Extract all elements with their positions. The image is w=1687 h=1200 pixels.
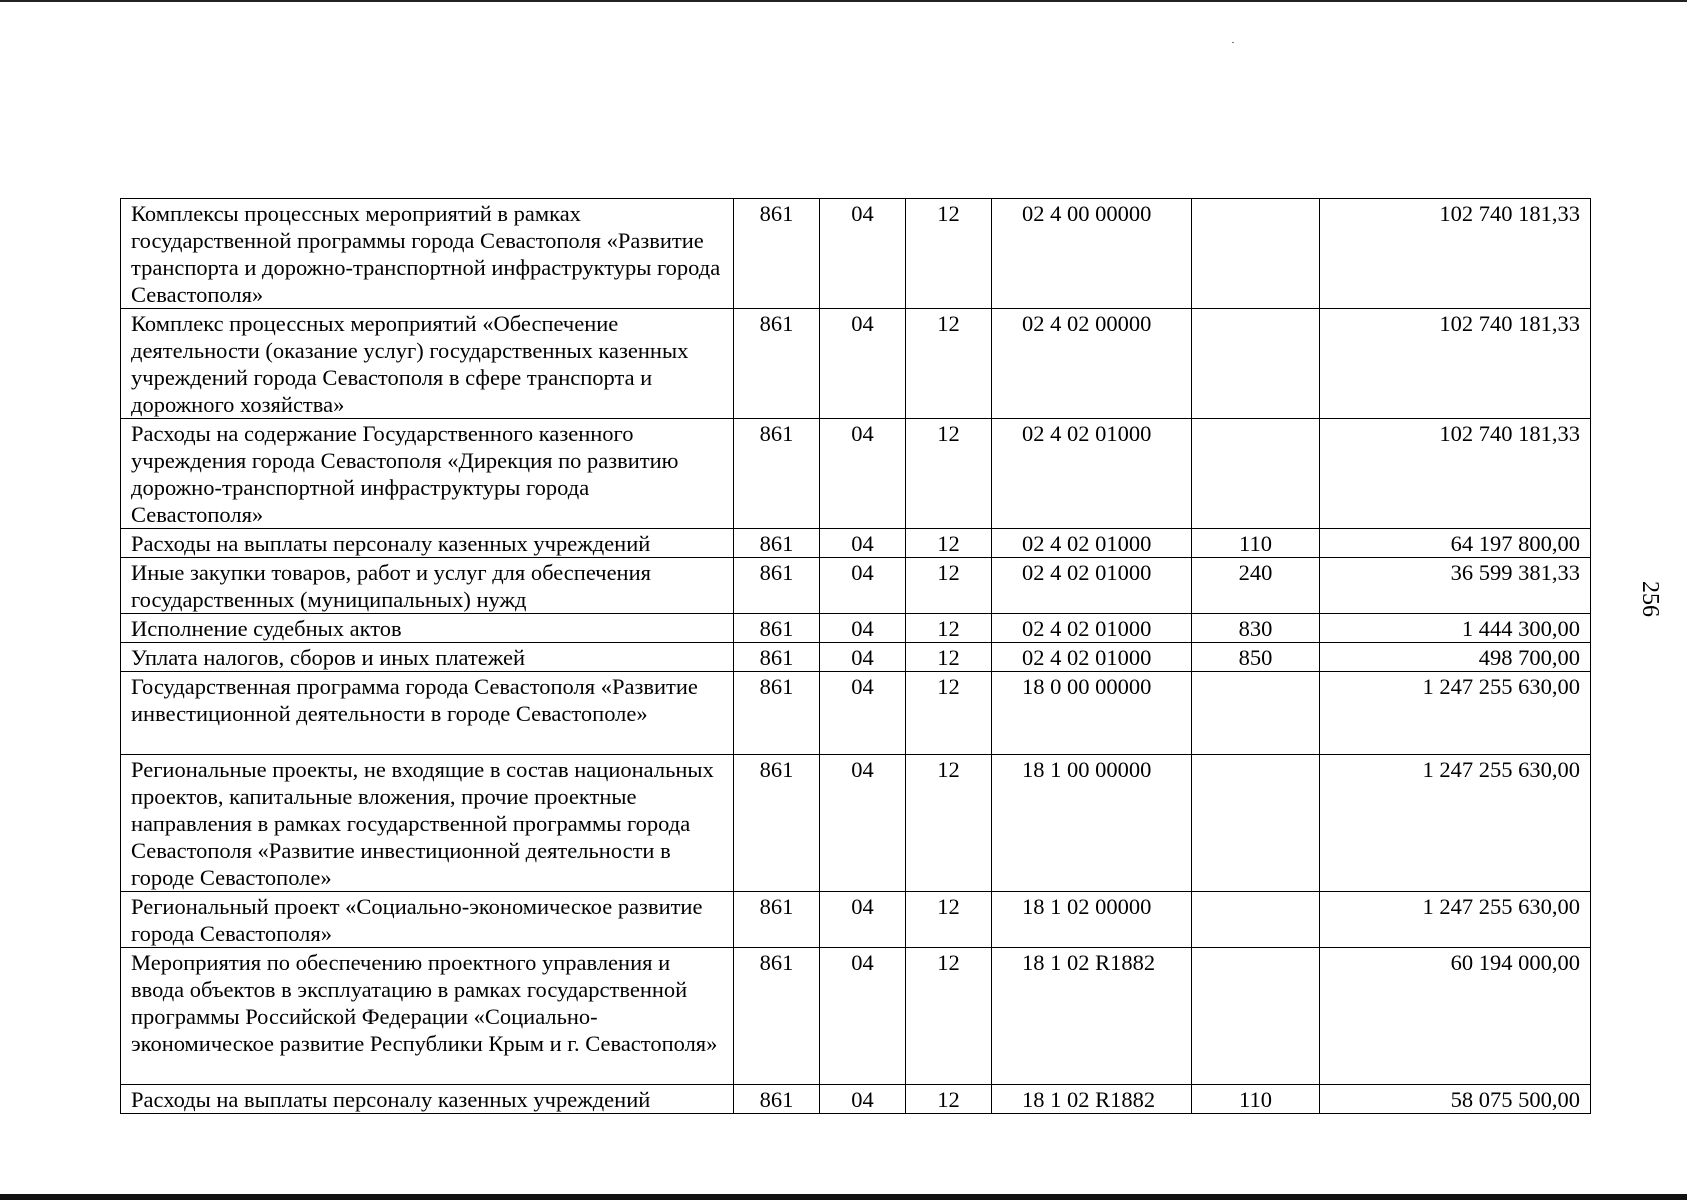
cell-vr: 240 bbox=[1192, 558, 1320, 614]
cell-csr: 02 4 02 01000 bbox=[992, 614, 1192, 643]
cell-sum: 64 197 800,00 bbox=[1320, 529, 1591, 558]
cell-name: Расходы на содержание Государственного казенного учреждения города Севастополя «Дирекция по развитию дорожно-транспортной инфраструктуры города Севастополя» bbox=[121, 419, 734, 529]
cell-grbs: 861 bbox=[734, 614, 820, 643]
table-row bbox=[121, 672, 1591, 755]
cell-sum: 1 247 255 630,00 bbox=[1320, 755, 1591, 892]
cell-name: Региональный проект «Социально-экономическое развитие города Севастополя» bbox=[121, 892, 734, 948]
cell-sum: 58 075 500,00 bbox=[1320, 1085, 1591, 1114]
cell-grbs: 861 bbox=[734, 529, 820, 558]
cell-rz: 04 bbox=[820, 755, 906, 892]
budget-table-body bbox=[121, 199, 1591, 1114]
cell-rz: 04 bbox=[820, 309, 906, 419]
cell-csr: 02 4 02 01000 bbox=[992, 643, 1192, 672]
cell-name: Региональные проекты, не входящие в состав национальных проектов, капитальные вложения, прочие проектные направления в рамках государственной программы города Севастополя «Развитие инвестиционной деятельности в городе Севастополе» bbox=[121, 755, 734, 892]
cell-pr: 12 bbox=[906, 643, 992, 672]
cell-vr bbox=[1192, 672, 1320, 755]
cell-grbs: 861 bbox=[734, 1085, 820, 1114]
cell-csr: 18 1 02 R1882 bbox=[992, 948, 1192, 1085]
cell-csr: 18 1 00 00000 bbox=[992, 755, 1192, 892]
cell-name: Иные закупки товаров, работ и услуг для обеспечения государственных (муниципальных) нужд bbox=[121, 558, 734, 614]
cell-pr: 12 bbox=[906, 529, 992, 558]
cell-csr: 02 4 02 01000 bbox=[992, 558, 1192, 614]
cell-sum: 1 247 255 630,00 bbox=[1320, 892, 1591, 948]
cell-vr bbox=[1192, 199, 1320, 309]
cell-pr: 12 bbox=[906, 755, 992, 892]
cell-name: Исполнение судебных актов bbox=[121, 614, 734, 643]
cell-sum: 102 740 181,33 bbox=[1320, 419, 1591, 529]
cell-rz: 04 bbox=[820, 1085, 906, 1114]
page-number: 256 bbox=[1637, 581, 1663, 617]
cell-name: Мероприятия по обеспечению проектного управления и ввода объектов в эксплуатацию в рамках государственной программы Российской Федерации «Социально-экономическое развитие Республики Крым и г. Севастополя» bbox=[121, 948, 734, 1085]
table-row bbox=[121, 948, 1591, 1085]
cell-sum: 102 740 181,33 bbox=[1320, 309, 1591, 419]
table-row bbox=[121, 558, 1591, 614]
cell-pr: 12 bbox=[906, 199, 992, 309]
cell-grbs: 861 bbox=[734, 419, 820, 529]
cell-rz: 04 bbox=[820, 948, 906, 1085]
table-row bbox=[121, 199, 1591, 309]
table-row bbox=[121, 755, 1591, 892]
cell-rz: 04 bbox=[820, 614, 906, 643]
cell-rz: 04 bbox=[820, 529, 906, 558]
cell-pr: 12 bbox=[906, 309, 992, 419]
cell-sum: 102 740 181,33 bbox=[1320, 199, 1591, 309]
cell-rz: 04 bbox=[820, 643, 906, 672]
cell-vr bbox=[1192, 948, 1320, 1085]
table-row bbox=[121, 1085, 1591, 1114]
cell-grbs: 861 bbox=[734, 199, 820, 309]
table-row bbox=[121, 309, 1591, 419]
cell-name: Уплата налогов, сборов и иных платежей bbox=[121, 643, 734, 672]
table-row bbox=[121, 892, 1591, 948]
cell-vr bbox=[1192, 892, 1320, 948]
table-row bbox=[121, 643, 1591, 672]
cell-grbs: 861 bbox=[734, 948, 820, 1085]
cell-pr: 12 bbox=[906, 672, 992, 755]
cell-vr: 830 bbox=[1192, 614, 1320, 643]
scan-bottom-edge bbox=[0, 1194, 1687, 1200]
cell-rz: 04 bbox=[820, 558, 906, 614]
cell-sum: 498 700,00 bbox=[1320, 643, 1591, 672]
cell-grbs: 861 bbox=[734, 643, 820, 672]
cell-sum: 36 599 381,33 bbox=[1320, 558, 1591, 614]
cell-vr bbox=[1192, 309, 1320, 419]
cell-name: Расходы на выплаты персоналу казенных учреждений bbox=[121, 529, 734, 558]
cell-grbs: 861 bbox=[734, 558, 820, 614]
cell-name: Государственная программа города Севастополя «Развитие инвестиционной деятельности в городе Севастополе» bbox=[121, 672, 734, 755]
table-row bbox=[121, 419, 1591, 529]
cell-pr: 12 bbox=[906, 948, 992, 1085]
cell-sum: 1 247 255 630,00 bbox=[1320, 672, 1591, 755]
cell-vr: 850 bbox=[1192, 643, 1320, 672]
table-row bbox=[121, 529, 1591, 558]
cell-name: Расходы на выплаты персоналу казенных учреждений bbox=[121, 1085, 734, 1114]
cell-pr: 12 bbox=[906, 892, 992, 948]
cell-vr bbox=[1192, 755, 1320, 892]
cell-name: Комплексы процессных мероприятий в рамках государственной программы города Севастополя «Развитие транспорта и дорожно-транспортной инфраструктуры города Севастополя» bbox=[121, 199, 734, 309]
budget-table bbox=[120, 198, 1591, 1114]
table-row bbox=[121, 614, 1591, 643]
cell-csr: 18 0 00 00000 bbox=[992, 672, 1192, 755]
cell-grbs: 861 bbox=[734, 309, 820, 419]
cell-rz: 04 bbox=[820, 419, 906, 529]
scan-top-edge bbox=[0, 0, 1687, 2]
cell-sum: 1 444 300,00 bbox=[1320, 614, 1591, 643]
cell-grbs: 861 bbox=[734, 672, 820, 755]
cell-grbs: 861 bbox=[734, 755, 820, 892]
cell-rz: 04 bbox=[820, 199, 906, 309]
cell-grbs: 861 bbox=[734, 892, 820, 948]
cell-rz: 04 bbox=[820, 892, 906, 948]
cell-pr: 12 bbox=[906, 1085, 992, 1114]
cell-vr: 110 bbox=[1192, 1085, 1320, 1114]
cell-pr: 12 bbox=[906, 614, 992, 643]
cell-sum: 60 194 000,00 bbox=[1320, 948, 1591, 1085]
cell-csr: 18 1 02 R1882 bbox=[992, 1085, 1192, 1114]
cell-csr: 02 4 02 01000 bbox=[992, 419, 1192, 529]
cell-name: Комплекс процессных мероприятий «Обеспечение деятельности (оказание услуг) государственных казенных учреждений города Севастополя в сфере транспорта и дорожного хозяйства» bbox=[121, 309, 734, 419]
cell-csr: 02 4 00 00000 bbox=[992, 199, 1192, 309]
cell-vr: 110 bbox=[1192, 529, 1320, 558]
cell-vr bbox=[1192, 419, 1320, 529]
cell-pr: 12 bbox=[906, 419, 992, 529]
cell-csr: 02 4 02 01000 bbox=[992, 529, 1192, 558]
cell-csr: 02 4 02 00000 bbox=[992, 309, 1192, 419]
scan-speck bbox=[1232, 42, 1234, 43]
cell-pr: 12 bbox=[906, 558, 992, 614]
cell-rz: 04 bbox=[820, 672, 906, 755]
cell-csr: 18 1 02 00000 bbox=[992, 892, 1192, 948]
